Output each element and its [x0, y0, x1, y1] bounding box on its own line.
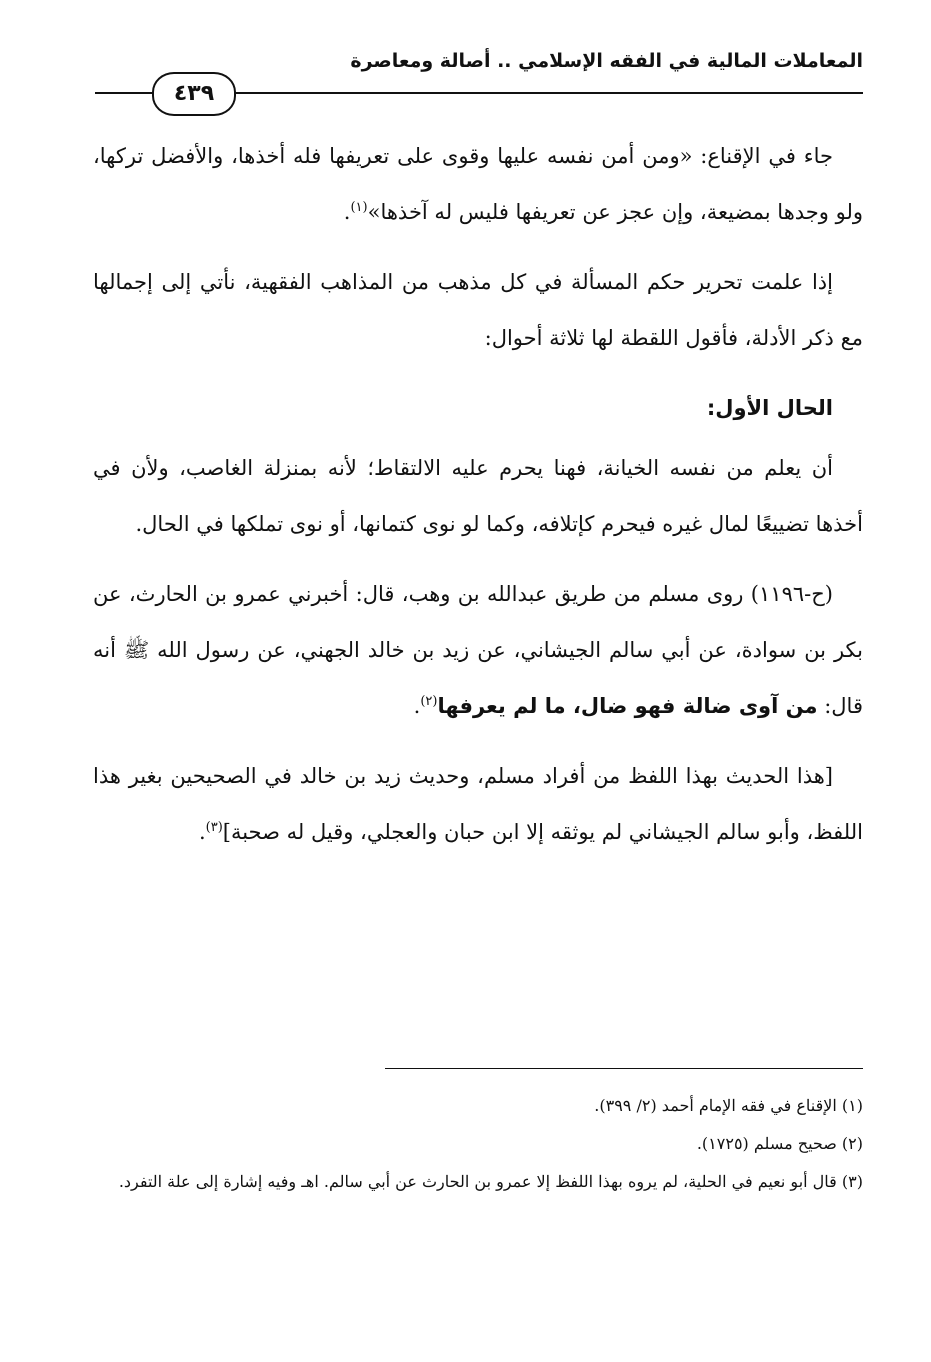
footnote-ref-2: (٢)	[420, 694, 438, 709]
paragraph-text: (ح-١١٩٦) روى مسلم من طريق عبدالله بن وهب، قال: أخبرني عمرو بن الحارث، عن بكر بن سوادة، عن أبي سالم الجيشاني، عن زيد بن خالد الجهني، عن رسول الله ﷺ أنه قال:	[93, 582, 863, 718]
main-text	[93, 128, 863, 874]
footnote-ref-3: (٣)	[205, 820, 223, 835]
page-number: ٤٣٩	[152, 72, 236, 116]
paragraph-text: أن يعلم من نفسه الخيانة، فهنا يحرم عليه الالتقاط؛ لأنه بمنزلة الغاصب، ولأن في أخذها تضييعًا لمال غيره فيحرم كإتلافه، وكما لو نوى كتمانها، أو نوى تملكها في الحال.	[93, 456, 863, 536]
footnote-2: (٢) صحيح مسلم (١٧٢٥).	[696, 1134, 863, 1153]
paragraph-summary	[93, 254, 863, 366]
footnote-separator	[385, 1068, 863, 1069]
footnote-ref-1: (١)	[350, 200, 368, 215]
paragraph-text: إذا علمت تحرير حكم المسألة في كل مذهب من المذاهب الفقهية، نأتي إلى إجمالها مع ذكر الأدلة، فأقول اللقطة لها ثلاثة أحوال:	[93, 270, 863, 350]
paragraph-hadith-note	[93, 748, 863, 860]
paragraph-end: .	[413, 694, 421, 718]
paragraph-first-case	[93, 440, 863, 552]
paragraph-iqna-quote	[93, 128, 863, 240]
running-title: المعاملات المالية في الفقه الإسلامي .. أصالة ومعاصرة	[350, 50, 863, 72]
heading-text: الحال الأول:	[706, 396, 833, 420]
footnotes	[93, 1090, 863, 1204]
paragraph-text: جاء في الإقناع: «ومن أمن نفسه عليها وقوى على تعريفها فله أخذها، والأفضل تركها، ولو وجدها بمضيعة، وإن عجز عن تعريفها فليس له آخذها»	[93, 144, 863, 224]
hadith-text: من آوى ضالة فهو ضال، ما لم يعرفها	[437, 694, 818, 718]
paragraph-end: .	[198, 820, 206, 844]
paragraph-text: [هذا الحديث بهذا اللفظ من أفراد مسلم، وحديث زيد بن خالد في الصحيحين بغير هذا اللفظ، وأبو سالم الجيشاني لم يوثقه إلا ابن حبان والعجلي، وقيل له صحبة]	[93, 764, 863, 844]
paragraph-hadith	[93, 566, 863, 734]
paragraph-end: .	[343, 200, 351, 224]
section-heading	[93, 380, 863, 436]
footnote-3: (٣) قال أبو نعيم في الحلية، لم يروه بهذا اللفظ إلا عمرو بن الحارث عن أبي سالم. اهـ وفيه إشارة إلى علة التفرد.	[118, 1172, 863, 1191]
footnote-1: (١) الإقناع في فقه الإمام أحمد (٢/ ٣٩٩).	[594, 1096, 863, 1115]
